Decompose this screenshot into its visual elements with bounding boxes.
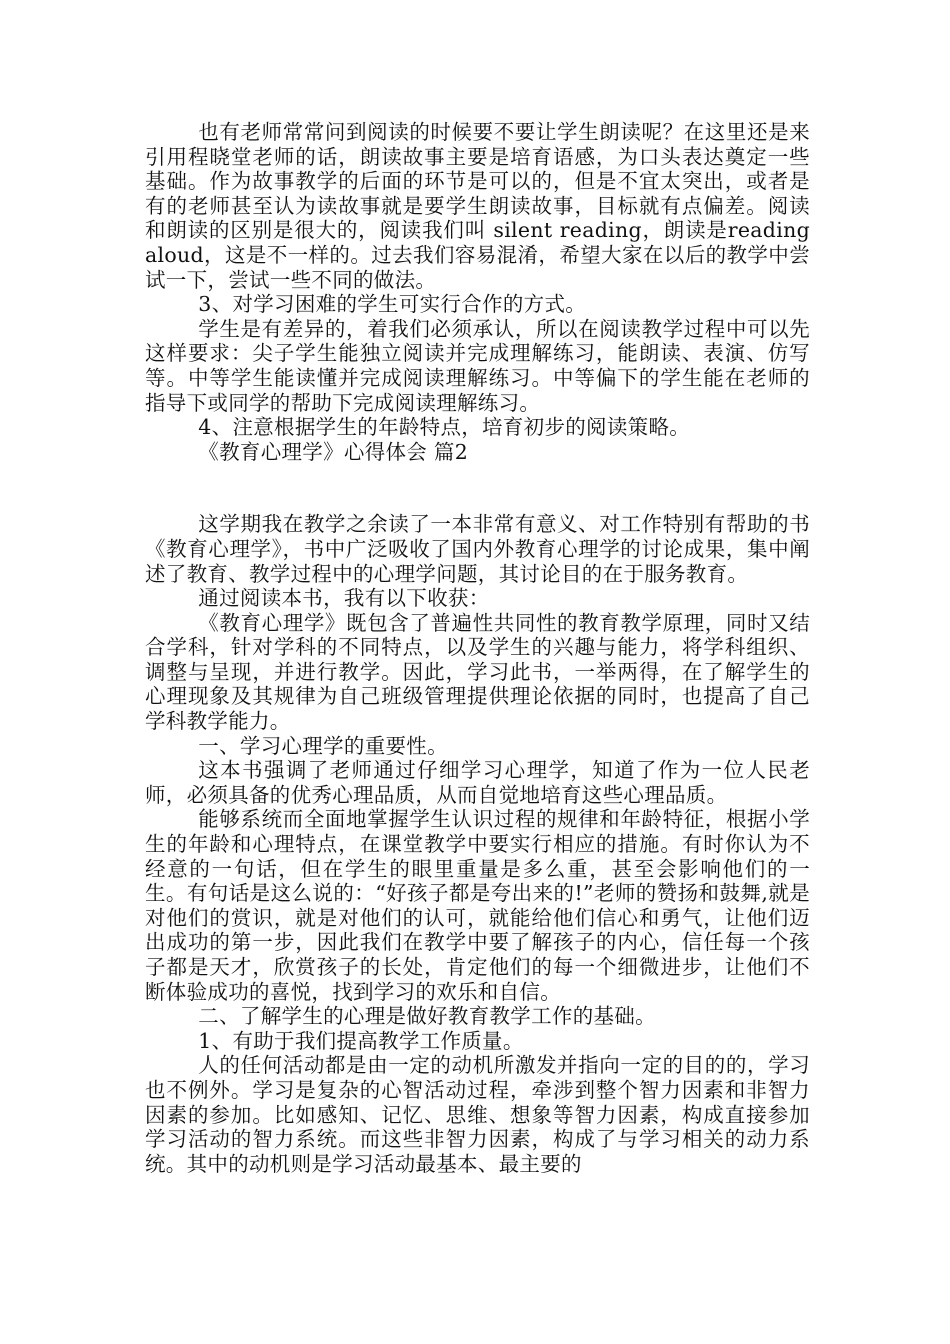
- blank-line: [145, 464, 810, 512]
- document-page: [145, 120, 810, 1176]
- paragraph-book-content: 《教育心理学》既包含了普遍性共同性的教育教学原理，同时又结合学科，针对学科的不同特点，以及学生的兴趣与能力，将学科组织、调整与呈现，并进行教学。因此，学习此书，一举两得，在了解学生的心理现象及其规律为自己班级管理提供理论依据的同时，也提高了自己学科教学能力。: [145, 610, 810, 734]
- paragraph-motivation: 人的任何活动都是由一定的动机所激发并指向一定的目的的，学习也不例外。学习是复杂的心智活动过程，牵涉到整个智力因素和非智力因素的参加。比如感知、记忆、思维、想象等智力因素，构成直接参加学习活动的智力系统。而这些非智力因素，构成了与学习相关的动力系统。其中的动机则是学习活动最基本、最主要的: [145, 1053, 810, 1176]
- item-reading-strategy: 4、注意根据学生的年龄特点，培育初步的阅读策略。: [198, 415, 691, 440]
- item-cooperation: 3、对学习困难的学生可实行合作的方式。: [198, 292, 587, 317]
- item-teaching-quality: 1、有助于我们提高教学工作质量。: [198, 1028, 524, 1053]
- paragraph-teacher-quality: 这本书强调了老师通过仔细学习心理学，知道了作为一位人民老师，必须具备的优秀心理品质，从而自觉地培育这些心理品质。: [145, 758, 810, 807]
- paragraph-book-intro: 这学期我在教学之余读了一本非常有意义、对工作特别有帮助的书《教育心理学》，书中广泛吸收了国内外教育心理学的讨论成果，集中阐述了教育、教学过程中的心理学问题，其讨论目的在于服务教育。: [145, 512, 810, 586]
- paragraph-student-differences: 学生是有差异的，着我们必须承认，所以在阅读教学过程中可以先这样要求：尖子学生能独立阅读并完成理解练习，能朗读、表演、仿写等。中等学生能读懂并完成阅读理解练习。中等偏下的学生能在老师的指导下或同学的帮助下完成阅读理解练习。: [145, 316, 810, 415]
- heading-importance: 一、学习心理学的重要性。: [198, 733, 448, 758]
- paragraph-praise: 能够系统而全面地掌握学生认识过程的规律和年龄特征，根据小学生的年龄和心理特点，在课堂教学中要实行相应的措施。有时你认为不经意的一句话，但在学生的眼里重量是多么重，甚至会影响他们的一生。有句话是这么说的：“好孩子都是夸出来的!”老师的赞扬和鼓舞,就是对他们的赏识，就是对他们的认可，就能给他们信心和勇气，让他们迈出成功的第一步，因此我们在教学中要了解孩子的内心，信任每一个孩子都是天才，欣赏孩子的长处，肯定他们的每一个细微进步，让他们不断体验成功的喜悦，找到学习的欢乐和自信。: [145, 807, 810, 1004]
- article-title: 《教育心理学》心得体会 篇2: [198, 439, 469, 464]
- heading-understanding-students: 二、了解学生的心理是做好教育教学工作的基础。: [198, 1004, 656, 1029]
- paragraph-gains-intro: 通过阅读本书，我有以下收获：: [198, 586, 490, 611]
- paragraph-reading-aloud: 也有老师常常问到阅读的时候要不要让学生朗读呢？在这里还是来引用程晓堂老师的话，朗读故事主要是培育语感，为口头表达奠定一些基础。作为故事教学的后面的环节是可以的，但是不宜太突出，或者是有的老师甚至认为读故事就是要学生朗读故事，目标就有点偏差。阅读和朗读的区别是很大的，阅读我们叫 silent reading，朗读是reading aloud，这是不一样的。过去我们容易混淆，希望大家在以后的教学中尝试一下，尝试一些不同的做法。: [145, 120, 810, 292]
